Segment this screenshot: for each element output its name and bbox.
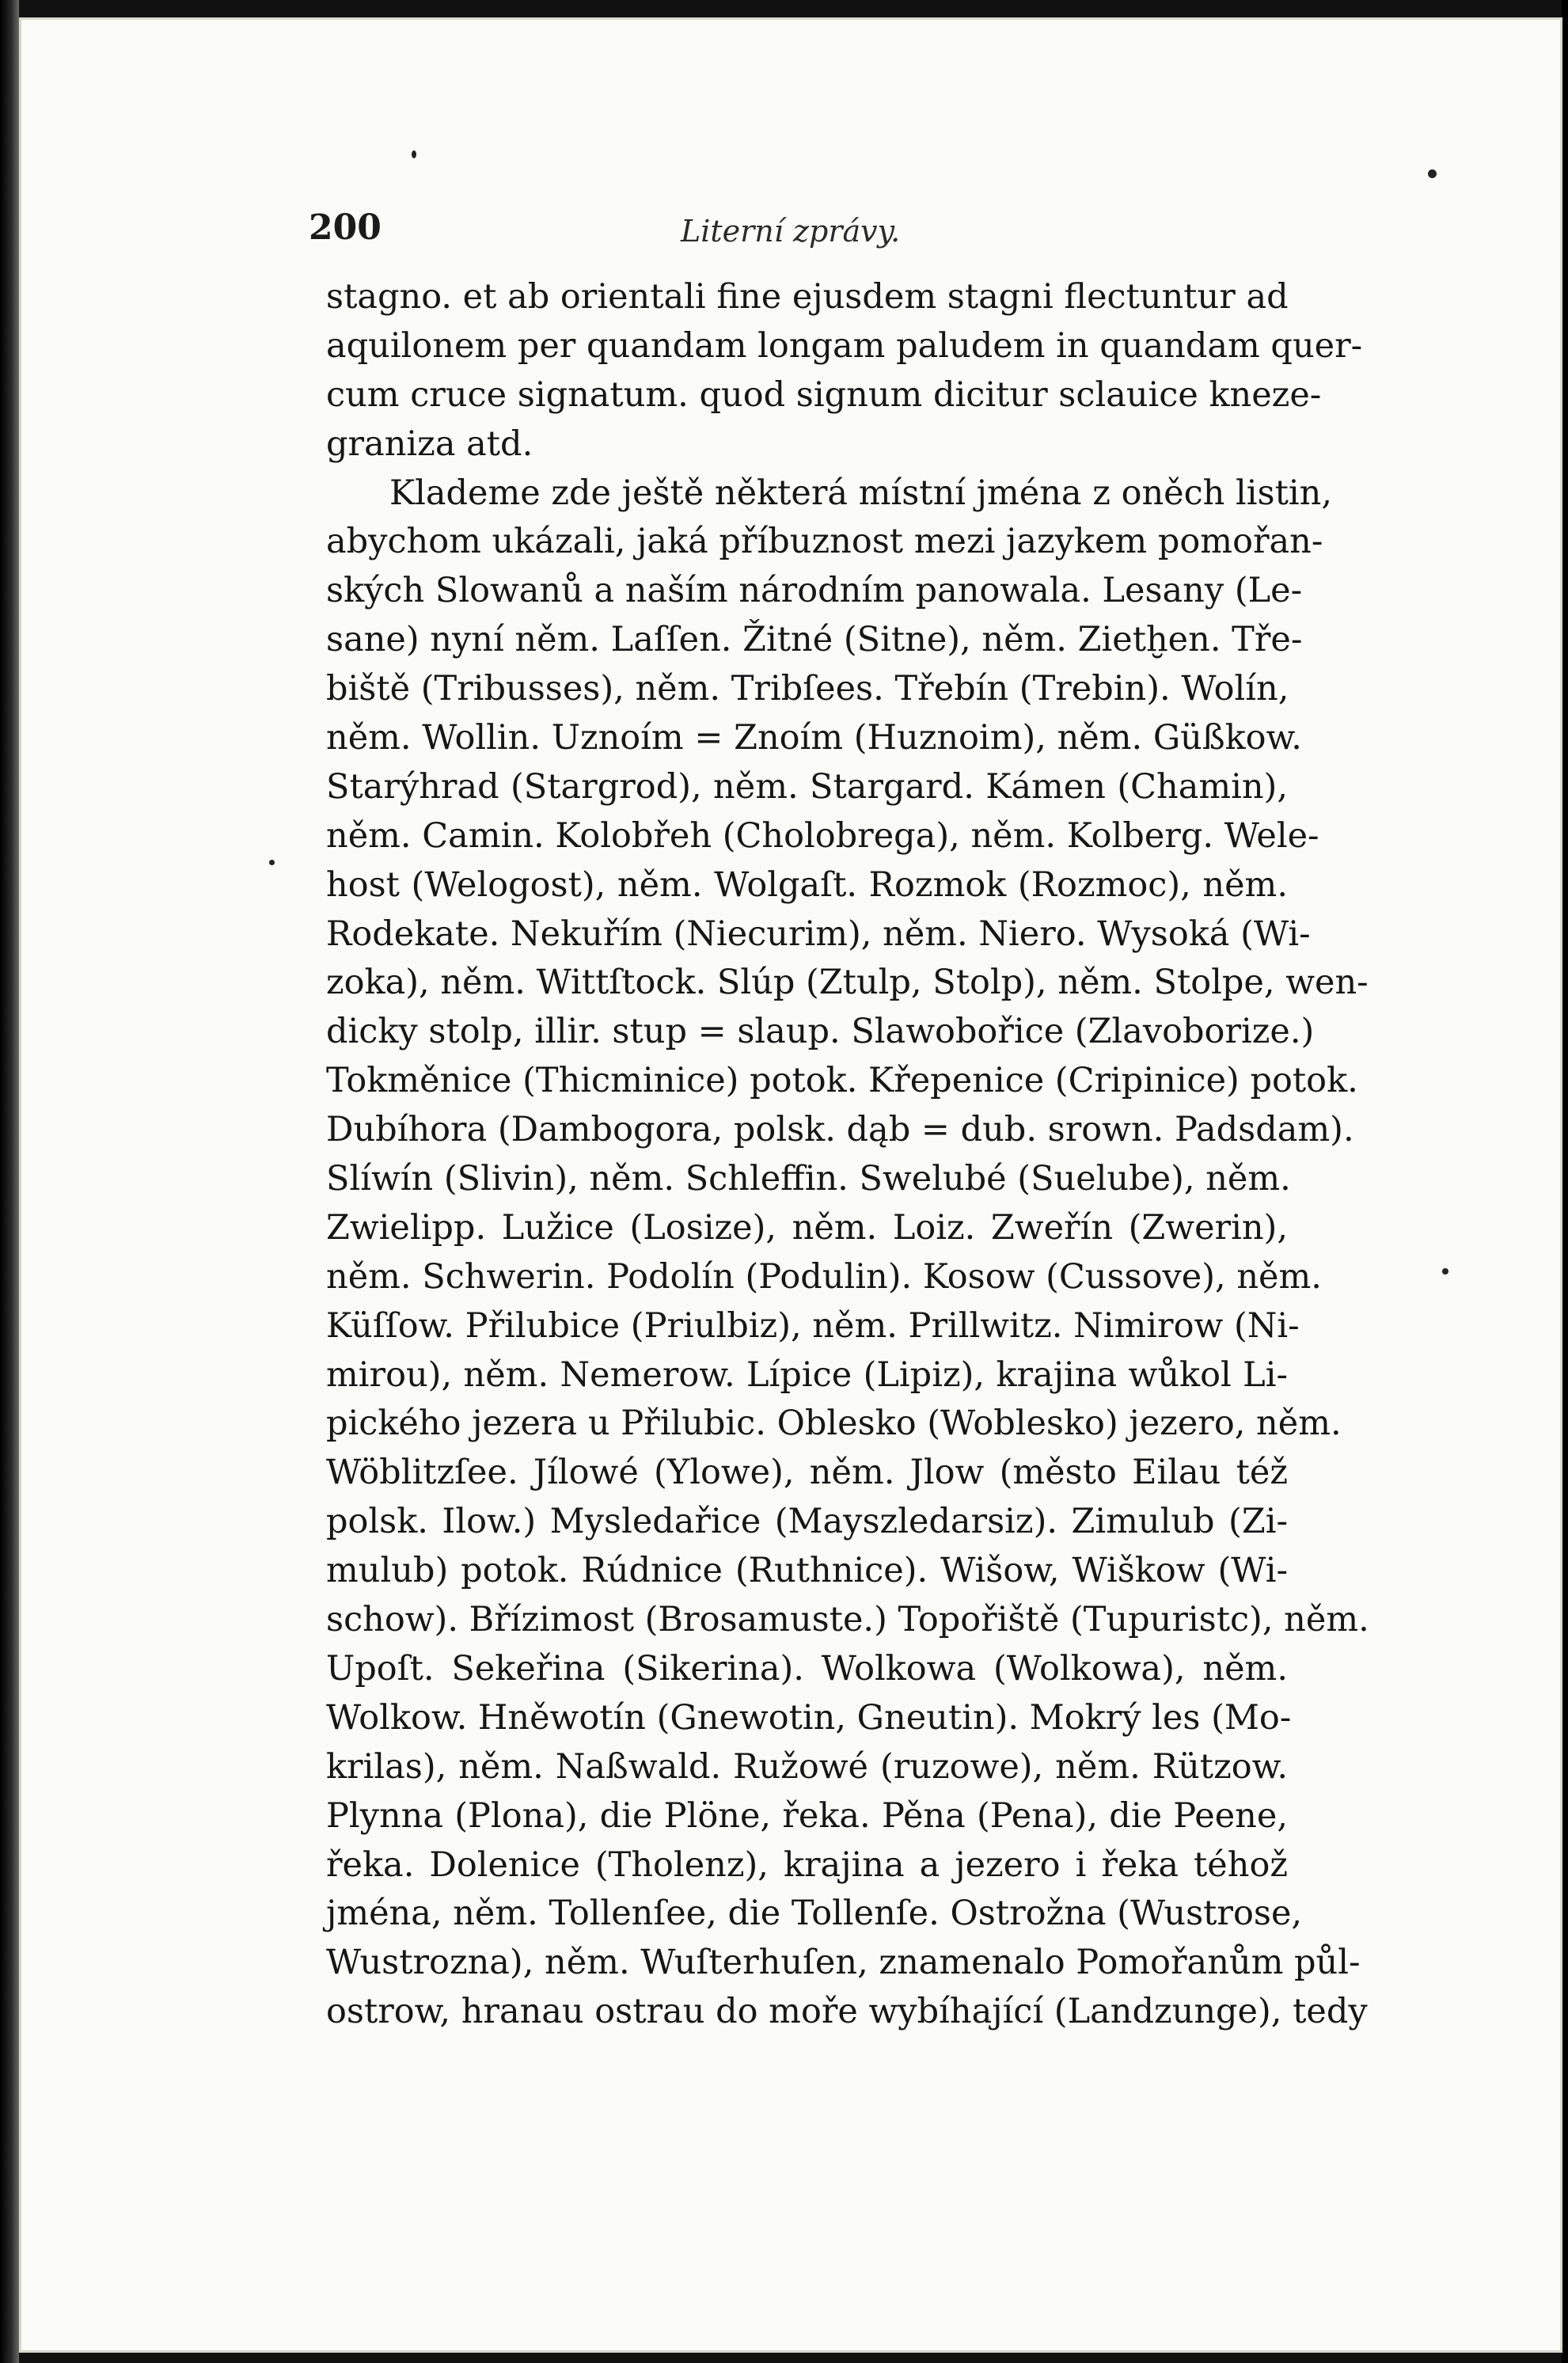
text-line: Upoſt. Sekeřina (Sikerina). Wolkowa (Wolkowa), něm.: [326, 1648, 1288, 1689]
text-line: Starýhrad (Stargrod), něm. Stargard. Kámen (Chamin),: [326, 766, 1288, 807]
text-line: Dubíhora (Dambogora, polsk. dąb = dub. srown. Padsdam).: [326, 1110, 1354, 1150]
text-line: zoka), něm. Wittſtock. Slúp (Ztulp, Stolp), něm. Stolpe, wen-: [326, 963, 1369, 1003]
text-line: Klademe zde ještě některá místní jména z oněch listin,: [389, 473, 1333, 513]
page-number: 200: [309, 207, 382, 248]
ink-speck: [412, 150, 416, 158]
text-line: ostrow, hranau ostrau do moře wybíhající (Landzunge), tedy: [326, 1992, 1368, 2032]
text-line: host (Welogost), něm. Wolgaſt. Rozmok (Rozmoc), něm.: [326, 864, 1288, 905]
page-edge-right: [1562, 0, 1568, 2363]
text-line: dicky stolp, illir. stup = slaup. Slawobořice (Zlavoborize.): [326, 1012, 1315, 1052]
ink-speck: [1442, 1268, 1448, 1275]
text-line: Wöblitzſee. Jílowé (Ylowe), něm. Jlow (město Eilau též: [326, 1453, 1288, 1493]
text-line: aquilonem per quandam longam paludem in quandam quer-: [326, 325, 1363, 366]
page-header: [309, 207, 1282, 255]
text-line: schow). Břízimost (Brosamuste.) Topořiště (Tupuristc), něm.: [326, 1600, 1369, 1640]
text-line: něm. Wollin. Uznoím = Znoím (Huznoim), něm. Güßkow.: [326, 718, 1302, 758]
running-title: Literní zprávy.: [681, 214, 901, 249]
text-line: Slíwín (Slivin), něm. Schleffin. Swelubé (Suelube), něm.: [326, 1159, 1291, 1199]
text-line: Plynna (Plona), die Plöne, řeka. Pěna (Pena), die Peene,: [326, 1795, 1288, 1836]
text-line: mulub) potok. Rúdnice (Ruthnice). Wišow, Wiškow (Wi-: [326, 1551, 1288, 1591]
text-line: ských Slowanů a naším národním panowala. Lesany (Le-: [326, 571, 1303, 611]
body-text: [326, 273, 1369, 2037]
text-line: stagno. et ab orientali fine ejusdem stagni flectuntur ad: [326, 277, 1289, 317]
text-line: sane) nyní něm. Laſſen. Žitné (Sitne), něm. Zietḫen. Tře-: [326, 620, 1303, 660]
text-line: něm. Schwerin. Podolín (Podulin). Kosow (Cussove), něm.: [326, 1256, 1322, 1297]
text-line: Wolkow. Hněwotín (Gnewotin, Gneutin). Mokrý les (Mo-: [326, 1697, 1292, 1738]
text-line: biště (Tribusses), něm. Tribſees. Třebín (Trebin). Wolín,: [326, 669, 1289, 709]
text-line: abychom ukázali, jaká příbuznost mezi jazykem pomořan-: [326, 522, 1323, 562]
ink-speck: [1428, 169, 1437, 178]
text-line: Küſſow. Přilubice (Priulbiz), něm. Prillwitz. Nimirow (Ni-: [326, 1305, 1300, 1346]
text-line: Rodekate. Nekuřím (Niecurim), něm. Niero. Wysoká (Wi-: [326, 914, 1311, 954]
text-line: Tokměnice (Thicminice) potok. Křepenice (Cripinice) potok.: [326, 1061, 1358, 1101]
text-line: polsk. Ilow.) Mysledařice (Mayszledarsiz). Zimulub (Zi-: [326, 1502, 1288, 1542]
text-line: něm. Camin. Kolobřeh (Cholobrega), něm. Kolberg. Wele-: [326, 815, 1319, 856]
text-line: Zwielipp. Lužice (Losize), něm. Loiz. Zweřín (Zwerin),: [326, 1207, 1288, 1248]
text-line: mirou), něm. Nemerow. Lípice (Lipiz), krajina wůkol Li-: [326, 1354, 1288, 1395]
page-edge-left: [0, 0, 19, 2363]
text-line: pického jezera u Přilubic. Oblesko (Woblesko) jezero, něm.: [326, 1404, 1342, 1444]
ink-speck: [269, 860, 275, 865]
text-line: krilas), něm. Naßwald. Ružowé (ruzowe), něm. Rützow.: [326, 1746, 1288, 1787]
text-line: Wustrozna), něm. Wuſterhuſen, znamenalo Pomořanům půl-: [326, 1943, 1361, 1983]
text-line: řeka. Dolenice (Tholenz), krajina a jezero i řeka téhož: [326, 1844, 1288, 1885]
text-line: jména, něm. Tollenſee, die Tollenſe. Ostrožna (Wustrose,: [326, 1894, 1303, 1934]
text-line: graniza atd.: [326, 424, 533, 464]
text-line: cum cruce signatum. quod signum dicitur sclauice kneze-: [326, 374, 1322, 415]
